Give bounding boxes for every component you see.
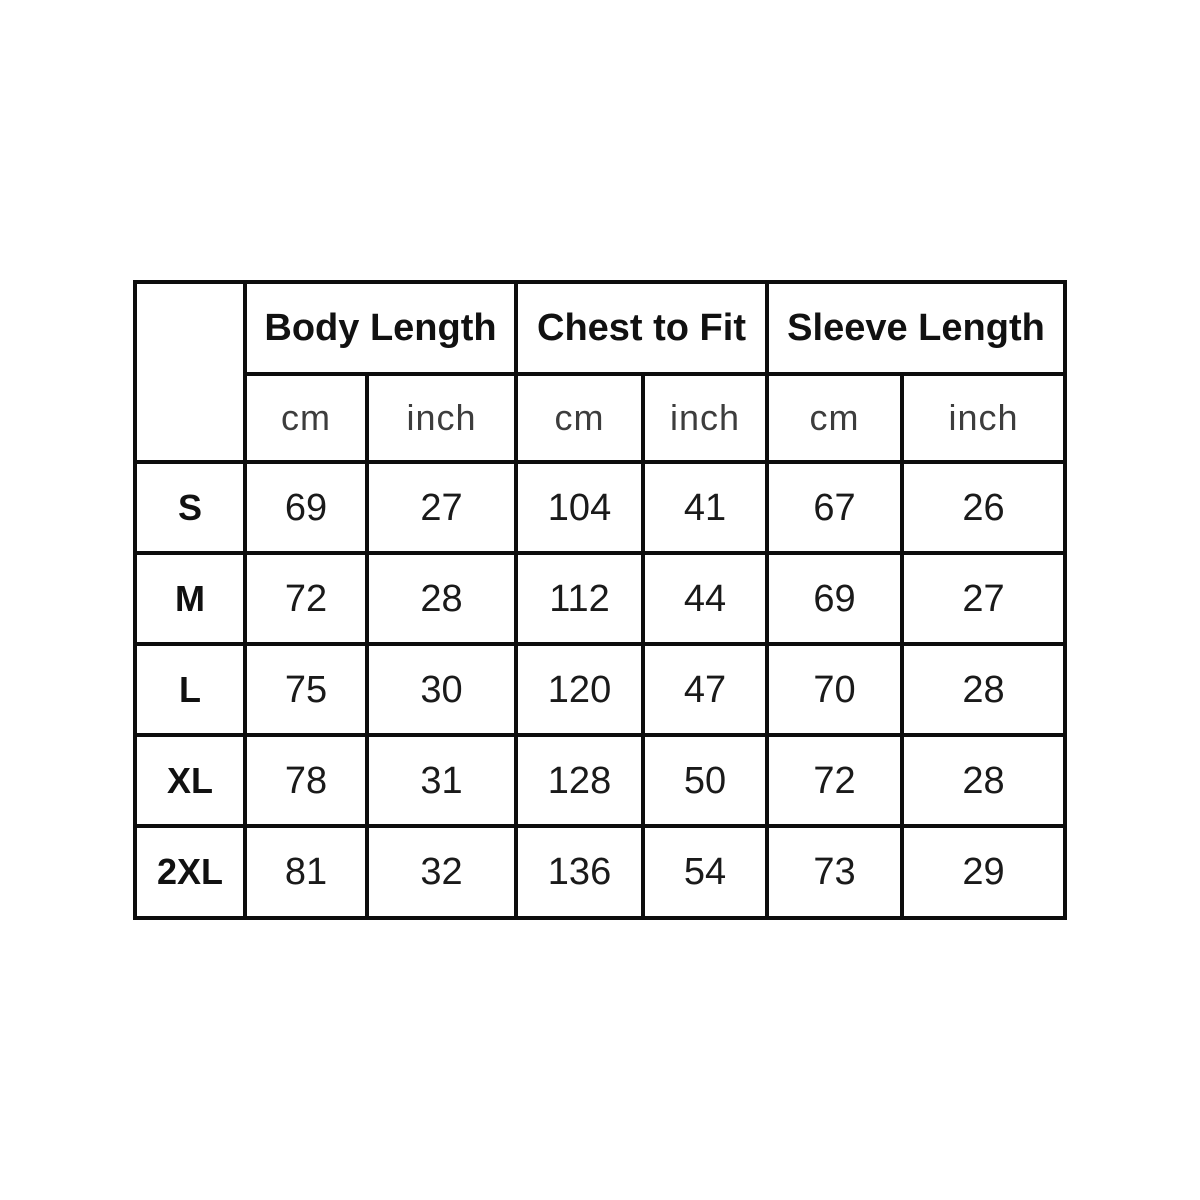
measurement-value: 69 [767, 553, 902, 644]
measurement-value: 75 [245, 644, 367, 735]
measurement-value: 67 [767, 462, 902, 553]
measurement-value: 28 [367, 553, 516, 644]
measurement-value: 54 [643, 826, 767, 918]
measurement-value: 81 [245, 826, 367, 918]
size-label-s: S [135, 462, 245, 553]
measurement-value: 104 [516, 462, 643, 553]
column-group-body-length: Body Length [245, 282, 516, 374]
measurement-value: 26 [902, 462, 1065, 553]
size-label-m: M [135, 553, 245, 644]
table-row-group-headers [135, 282, 1065, 374]
unit-header-sleeve-cm: cm [767, 374, 902, 462]
size-label-xl: XL [135, 735, 245, 826]
measurement-value: 29 [902, 826, 1065, 918]
measurement-value: 50 [643, 735, 767, 826]
unit-header-body-cm: cm [245, 374, 367, 462]
measurement-value: 28 [902, 644, 1065, 735]
table-row-unit-headers [135, 374, 1065, 462]
unit-header-sleeve-inch: inch [902, 374, 1065, 462]
column-group-sleeve-length: Sleeve Length [767, 282, 1065, 374]
measurement-value: 69 [245, 462, 367, 553]
measurement-value: 27 [902, 553, 1065, 644]
table-row-size-2xl [135, 826, 1065, 918]
unit-header-chest-inch: inch [643, 374, 767, 462]
measurement-value: 31 [367, 735, 516, 826]
measurement-value: 128 [516, 735, 643, 826]
table-row-size-xl [135, 735, 1065, 826]
measurement-value: 136 [516, 826, 643, 918]
table-row-size-s [135, 462, 1065, 553]
unit-header-body-inch: inch [367, 374, 516, 462]
measurement-value: 47 [643, 644, 767, 735]
measurement-value: 70 [767, 644, 902, 735]
measurement-value: 32 [367, 826, 516, 918]
measurement-value: 78 [245, 735, 367, 826]
measurement-value: 28 [902, 735, 1065, 826]
table-row-size-m [135, 553, 1065, 644]
unit-header-chest-cm: cm [516, 374, 643, 462]
size-label-2xl: 2XL [135, 826, 245, 918]
measurement-value: 112 [516, 553, 643, 644]
measurement-value: 44 [643, 553, 767, 644]
measurement-value: 27 [367, 462, 516, 553]
size-label-l: L [135, 644, 245, 735]
column-group-chest-to-fit: Chest to Fit [516, 282, 767, 374]
size-chart-container [133, 280, 1067, 920]
measurement-value: 72 [245, 553, 367, 644]
measurement-value: 41 [643, 462, 767, 553]
measurement-value: 73 [767, 826, 902, 918]
table-row-size-l [135, 644, 1065, 735]
measurement-value: 30 [367, 644, 516, 735]
size-chart-table [133, 280, 1067, 920]
corner-spacer [135, 282, 245, 462]
measurement-value: 72 [767, 735, 902, 826]
measurement-value: 120 [516, 644, 643, 735]
